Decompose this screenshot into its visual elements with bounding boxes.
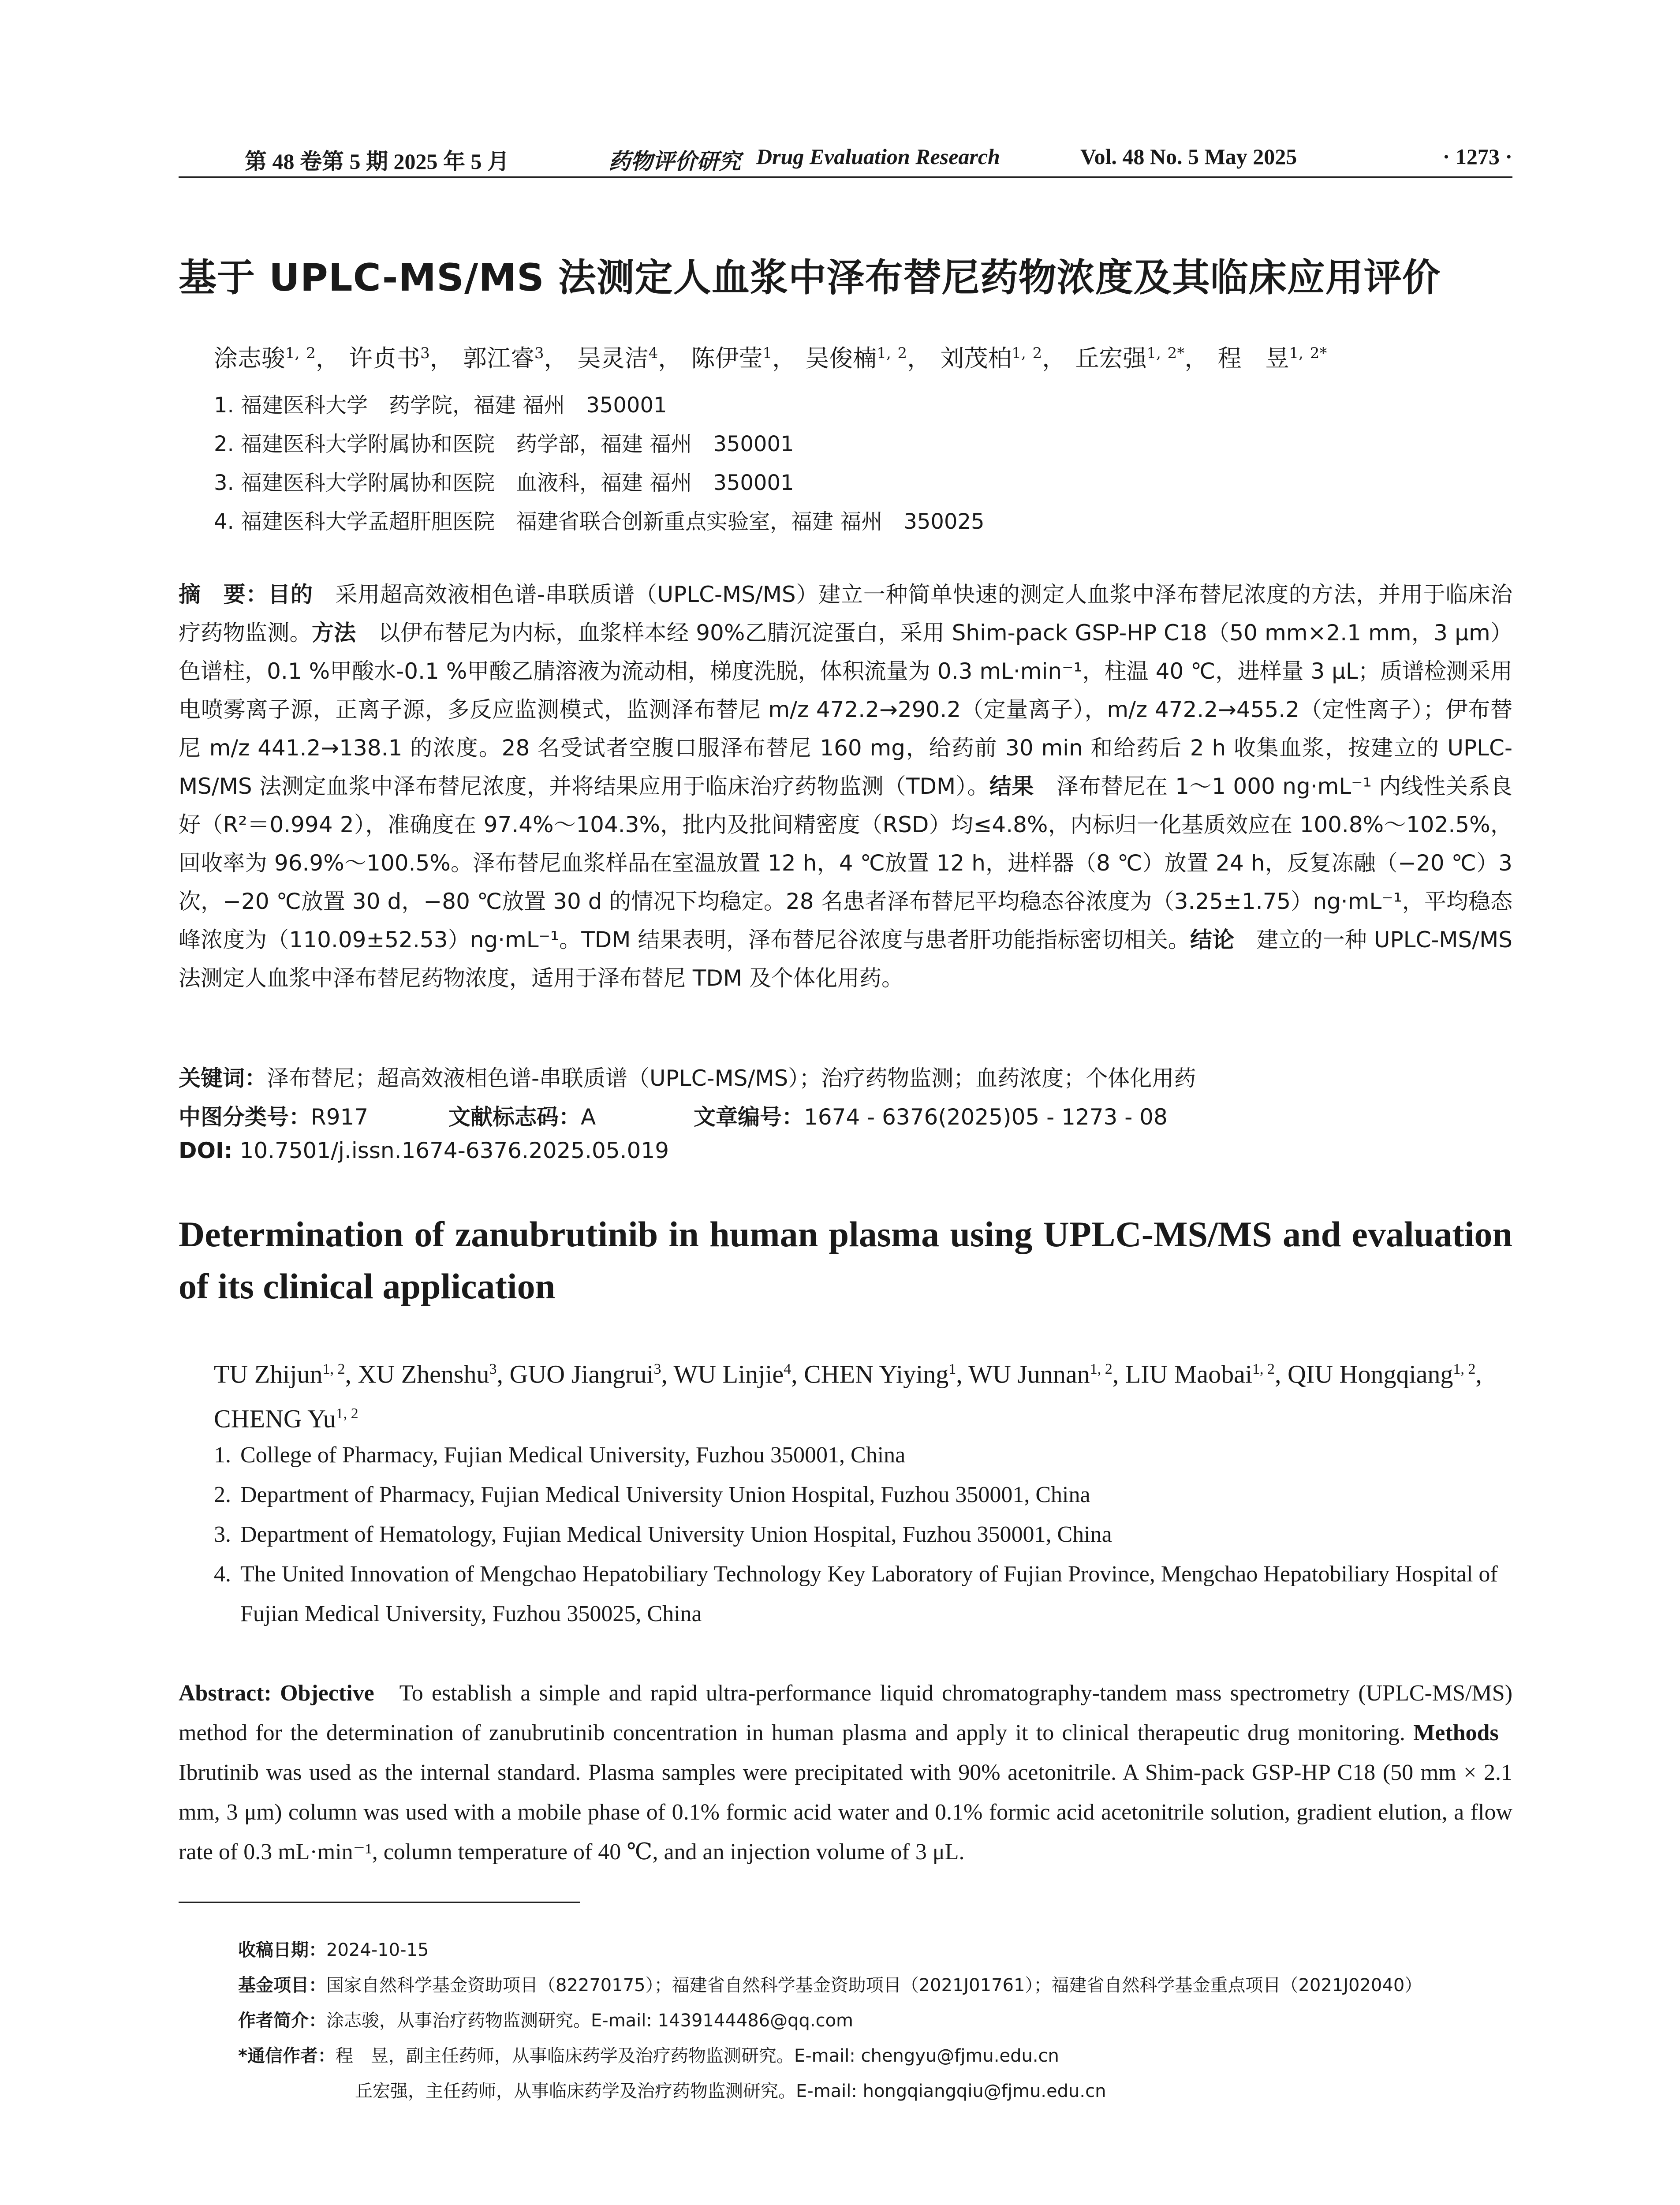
corresponding-label: *通信作者： xyxy=(238,2046,336,2066)
author-en: LIU Maobai xyxy=(1125,1360,1252,1389)
objective-label: 目的 xyxy=(268,582,313,607)
article-no-value: 1674 - 6376(2025)05 - 1273 - 08 xyxy=(804,1104,1168,1130)
results-text: 泽布替尼在 1～1 000 ng·mL⁻¹ 内线性关系良好（R²＝0.994 2），准确度在 97.4%～104.3%，批内及批间精密度（RSD）均≤4.8%，内标归一化基质效应在 100.8%～102.5%，回收率为 96.9%～100.5%。泽布替尼血浆样品在室温放置 12 h，4 ℃放置 12 h，进样器（8 ℃）放置 24 h，反复冻融（−20 ℃）3 次，−20 ℃放置 30 d，−80 ℃放置 30 d 的情况下均稳定。28 名患者泽布替尼平均稳态谷浓度为（3.25±1.75）ng·mL⁻¹，平均稳态峰浓度为（110.09±52.53）ng·mL⁻¹。TDM 结果表明，泽布替尼谷浓度与患者肝功能指标密切相关。 xyxy=(179,774,1513,953)
received-date xyxy=(238,1936,429,1961)
keywords-cn xyxy=(179,1061,1196,1092)
author-aff: 1 xyxy=(762,344,773,362)
abstract-cn xyxy=(179,576,1512,998)
affiliation-en-4 xyxy=(214,1555,1512,1634)
affiliation-number: 1. xyxy=(214,1443,231,1468)
author-en: TU Zhijun xyxy=(214,1360,323,1389)
keywords-text: 泽布替尼；超高效液相色谱-串联质谱（UPLC-MS/MS）；治疗药物监测；血药浓度；个体化用药 xyxy=(267,1065,1196,1091)
doi-line xyxy=(179,1138,669,1163)
author-en: CHEN Yiying xyxy=(804,1360,949,1389)
title-en: Determination of zanubrutinib in human plasma using UPLC-MS/MS and evaluation of its clinical application xyxy=(179,1214,1512,1306)
affiliation-cn-1: 1. 福建医科大学 药学院，福建 福州 350001 xyxy=(214,393,667,418)
affiliation-text: Department of Pharmacy, Fujian Medical University Union Hospital, Fuzhou 350001, China xyxy=(240,1482,1090,1507)
author-aff: 4 xyxy=(784,1361,791,1377)
objective-text: 采用超高效液相色谱-串联质谱（UPLC-MS/MS）建立一种简单快速的测定人血浆中泽布替尼浓度的方法，并用于临床治疗药物监测。 xyxy=(179,582,1513,646)
author-aff: 1, 2* xyxy=(1289,344,1327,362)
author-aff: 3 xyxy=(420,344,430,362)
author-aff: 1, 2 xyxy=(877,344,907,362)
author-cn: 吴俊楠 xyxy=(805,344,877,372)
author-cn: 吴灵洁 xyxy=(577,344,649,372)
issue-cn: 第 48 卷第 5 期 2025 年 5 月 xyxy=(245,149,509,174)
journal-logo: 药物评价研究 xyxy=(609,148,741,174)
author-aff: 1, 2 xyxy=(1453,1361,1476,1377)
author-aff: 1, 2 xyxy=(285,344,316,362)
author-bio xyxy=(238,2007,853,2032)
author-aff: 3 xyxy=(534,344,544,362)
clc-label: 中图分类号： xyxy=(179,1104,311,1130)
authors-cn: 涂志骏$^{1, 2}$， 许贞书$^3$， 郭江睿$^3$， 吴灵洁$^4$， 陈伊莹$^1$， 吴俊楠$^{1, 2}$， 刘茂柏$^{1, 2}$， 丘宏强$^{1, 2*}$， 程 昱$^{1, 2*}$ xyxy=(214,344,1327,372)
corresponding-author-2: 丘宏强，主任药师，从事临床药学及治疗药物监测研究。E-mail: hongqiangqiu@fjmu.edu.cn xyxy=(355,2081,1106,2101)
author-cn: 涂志骏 xyxy=(214,344,285,372)
affiliation-en-2 xyxy=(214,1475,1512,1515)
abstract-en xyxy=(179,1674,1512,1872)
author-en: WU Linjie xyxy=(673,1360,784,1389)
classification-line xyxy=(179,1099,1168,1131)
author-aff: 1, 2 xyxy=(1090,1361,1113,1377)
clc-value: R917 xyxy=(311,1104,369,1130)
conclusion-label: 结论 xyxy=(1190,927,1235,953)
article-no-label: 文章编号： xyxy=(694,1104,804,1130)
fund-info xyxy=(238,1971,1422,1996)
doc-code-label: 文献标志码： xyxy=(448,1104,581,1130)
author-aff: 1, 2 xyxy=(1012,344,1042,362)
title-cn: 基于 UPLC-MS/MS 法测定人血浆中泽布替尼药物浓度及其临床应用评价 xyxy=(179,256,1441,300)
affiliation-cn-2: 2. 福建医科大学附属协和医院 药学部，福建 福州 350001 xyxy=(214,432,794,456)
results-label: 结果 xyxy=(989,774,1034,799)
doi-link[interactable]: 10.7501/j.issn.1674-6376.2025.05.019 xyxy=(239,1138,669,1163)
affiliation-text: The United Innovation of Mengchao Hepatobiliary Technology Key Laboratory of Fujian Province, Mengchao Hepatobiliary Hospital of Fujian Medical University, Fuzhou 350025, China xyxy=(240,1562,1498,1626)
author-aff: 1, 2 xyxy=(336,1405,358,1422)
doi-label: DOI: xyxy=(179,1138,233,1163)
affiliation-cn-3: 3. 福建医科大学附属协和医院 血液科，福建 福州 350001 xyxy=(214,471,794,495)
keywords-label: 关键词： xyxy=(179,1065,267,1091)
conclusion-text: 建立的一种 UPLC-MS/MS 法测定人血浆中泽布替尼药物浓度，适用于泽布替尼 TDM 及个体化用药。 xyxy=(179,927,1513,991)
methods-label: 方法 xyxy=(311,620,356,646)
author-en: GUO Jiangrui xyxy=(509,1360,654,1389)
author-aff: 1 xyxy=(948,1361,956,1377)
fund-label: 基金项目： xyxy=(238,1975,326,1996)
author-cn: 刘茂柏 xyxy=(940,344,1012,372)
affiliation-text: Department of Hematology, Fujian Medical University Union Hospital, Fuzhou 350001, China xyxy=(240,1522,1112,1547)
volume-en: Vol. 48 No. 5 May 2025 xyxy=(1080,144,1297,169)
author-aff: 3 xyxy=(653,1361,661,1377)
author-en: WU Junnan xyxy=(968,1360,1090,1389)
author-cn: 丘宏强 xyxy=(1075,344,1147,372)
author-aff: 1, 2 xyxy=(1252,1361,1275,1377)
authors-en: TU Zhijun$^{1, 2}$, XU Zhenshu$^3$, GUO Jiangrui$^3$, WU Linjie$^4$, CHEN Yiying$^1$, WU Junnan$^{1, 2}$, LIU Maobai$^{1, 2}$, QIU Hongqiang$^{1, 2}$, CHENG Yu$^{1, 2}$ xyxy=(214,1360,1482,1433)
author-bio-value: 涂志骏，从事治疗药物监测研究。E-mail: 1439144486@qq.com xyxy=(326,2011,854,2031)
received-value: 2024-10-15 xyxy=(326,1940,429,1960)
author-aff: 3 xyxy=(489,1361,497,1377)
affiliation-cn-4: 4. 福建医科大学孟超肝胆医院 福建省联合创新重点实验室，福建 福州 350025 xyxy=(214,509,985,534)
author-cn: 程 昱 xyxy=(1217,344,1289,372)
corresponding-value: 程 昱，副主任药师，从事临床药学及治疗药物监测研究。E-mail: chengyu@fjmu.edu.cn xyxy=(335,2046,1059,2066)
abstract-label: 摘 要： xyxy=(179,582,269,607)
methods-label-en: Methods xyxy=(1413,1720,1499,1745)
author-aff: 4 xyxy=(648,344,658,362)
author-aff: 1, 2* xyxy=(1146,344,1185,362)
fund-value: 国家自然科学基金资助项目（82270175）；福建省自然科学基金资助项目（2021J01761）；福建省自然科学基金重点项目（2021J02040） xyxy=(326,1975,1422,1996)
author-en: XU Zhenshu xyxy=(358,1360,489,1389)
footnote-divider xyxy=(179,1902,580,1903)
methods-text: 以伊布替尼为内标，血浆样本经 90%乙腈沉淀蛋白，采用 Shim-pack GSP-HP C18（50 mm×2.1 mm，3 μm）色谱柱，0.1 %甲酸水-0.1 %甲酸乙腈溶液为流动相，梯度洗脱，体积流量为 0.3 mL·min⁻¹，柱温 40 ℃，进样量 3 μL；质谱检测采用电喷雾离子源，正离子源，多反应监测模式，监测泽布替尼 m/z 472.2→290.2（定量离子），m/z 472.2→455.2（定性离子）；伊布替尼 m/z 441.2→138.1 的浓度。28 名受试者空腹口服泽布替尼 160 mg，给药前 30 min 和给药后 2 h 收集血浆，按建立的 UPLC-MS/MS 法测定血浆中泽布替尼浓度，并将结果应用于临床治疗药物监测（TDM）。 xyxy=(179,620,1513,799)
affiliation-number: 4. xyxy=(214,1562,231,1587)
received-label: 收稿日期： xyxy=(238,1940,326,1960)
affiliation-number: 2. xyxy=(214,1482,231,1507)
journal-name-en: Drug Evaluation Research xyxy=(756,144,1000,169)
affiliation-number: 3. xyxy=(214,1522,231,1547)
affiliation-en-3 xyxy=(214,1515,1512,1555)
page-number: · 1273 · xyxy=(1442,144,1512,169)
affiliation-en-1 xyxy=(214,1435,1512,1475)
author-cn: 许贞书 xyxy=(349,344,421,372)
corresponding-author-1 xyxy=(238,2042,1059,2067)
author-en: QIU Hongqiang xyxy=(1288,1360,1453,1389)
methods-text-en: Ibrutinib was used as the internal standard. Plasma samples were precipitated with 90% acetonitrile. A Shim-pack GSP-HP C18 (50 mm × 2.1 mm, 3 μm) column was used with a mobile phase of 0.1% formic acid water and 0.1% formic acid acetonitrile solution, gradient elution, a flow rate of 0.3 mL·min⁻¹, column temperature of 40 ℃, and an injection volume of 3 μL. xyxy=(179,1760,1512,1865)
abstract-objective-label: Abstract: Objective xyxy=(179,1681,374,1706)
author-bio-label: 作者简介： xyxy=(238,2011,326,2031)
objective-text-en: To establish a simple and rapid ultra-performance liquid chromatography-tandem mass spectrometry (UPLC-MS/MS) method for the determination of zanubrutinib concentration in human plasma and apply it to clinical therapeutic drug monitoring. xyxy=(179,1681,1513,1745)
author-aff: 1, 2 xyxy=(322,1361,345,1377)
running-header xyxy=(179,140,1512,178)
author-en: CHENG Yu xyxy=(214,1404,336,1433)
affiliation-text: College of Pharmacy, Fujian Medical University, Fuzhou 350001, China xyxy=(240,1443,906,1468)
doc-code-value: A xyxy=(581,1104,596,1130)
author-cn: 郭江睿 xyxy=(463,344,534,372)
author-cn: 陈伊莹 xyxy=(691,344,763,372)
